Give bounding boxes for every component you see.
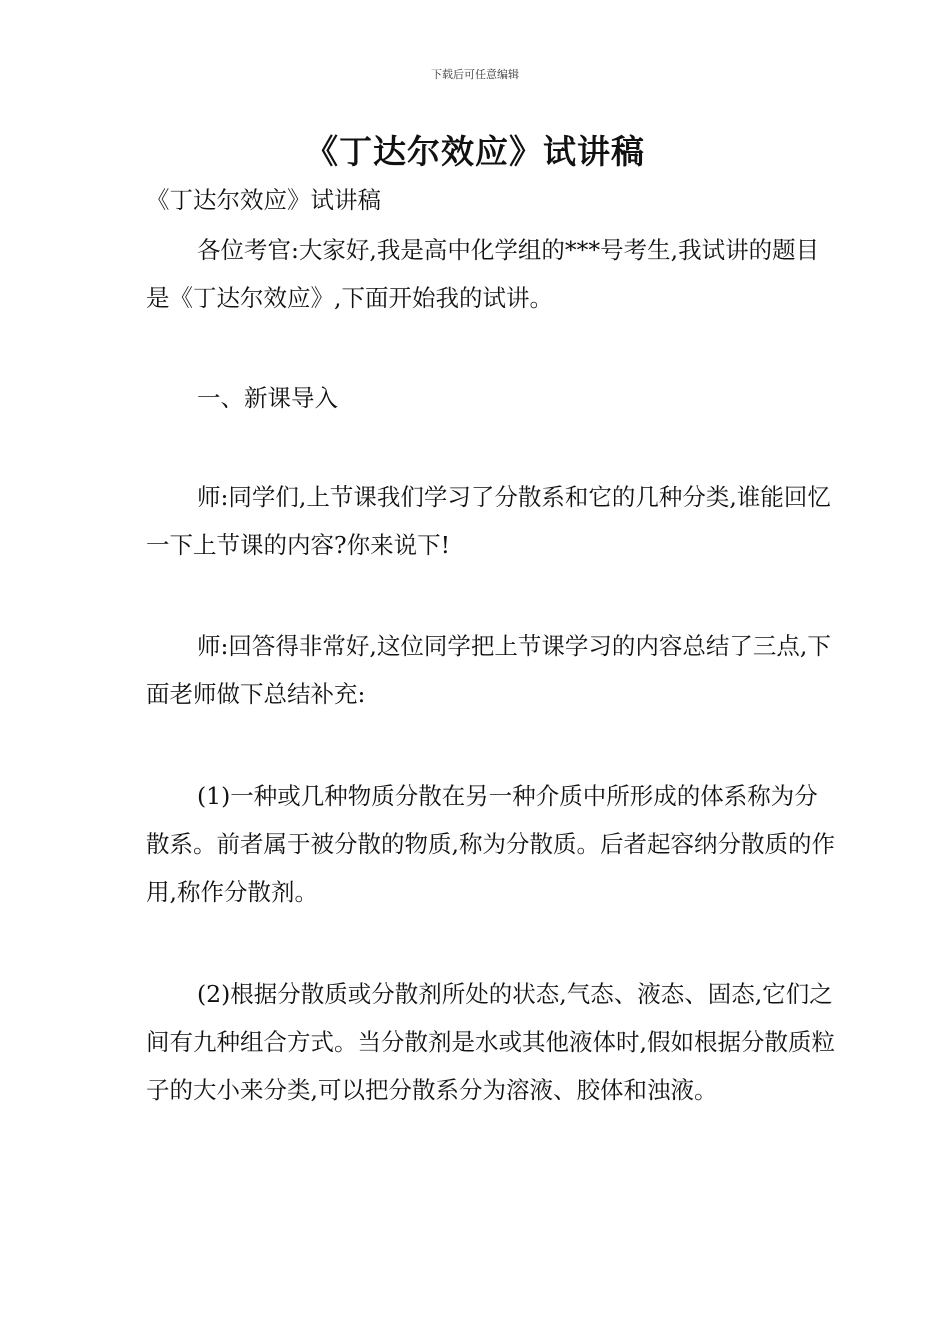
section-heading-intro: 一、新课导入 — [197, 384, 338, 412]
header-note: 下载后可任意编辑 — [431, 68, 519, 81]
paragraph-teacher-summary: 师:回答得非常好,这位同学把上节课学习的内容总结了三点,下面老师做下总结补充: — [146, 632, 831, 708]
document-subtitle: 《丁达尔效应》试讲稿 — [146, 186, 381, 214]
paragraph-greeting: 各位考官:大家好,我是高中化学组的***号考生,我试讲的题目是《丁达尔效应》,下面开始我的试讲。 — [146, 236, 820, 312]
page-title: 《丁达尔效应》试讲稿 — [305, 132, 645, 171]
paragraph-point-1: (1)一种或几种物质分散在另一种介质中所形成的体系称为分散系。前者属于被分散的物质,称为分散质。后者起容纳分散质的作用,称作分散剂。 — [146, 782, 835, 906]
paragraph-point-2: (2)根据分散质或分散剂所处的状态,气态、液态、固态,它们之间有九种组合方式。当分散剂是水或其他液体时,假如根据分散质粒子的大小来分类,可以把分散系分为溶液、胶体和浊液。 — [146, 980, 835, 1104]
paragraph-teacher-question: 师:同学们,上节课我们学习了分散系和它的几种分类,谁能回忆一下上节课的内容?你来说下! — [146, 483, 831, 559]
